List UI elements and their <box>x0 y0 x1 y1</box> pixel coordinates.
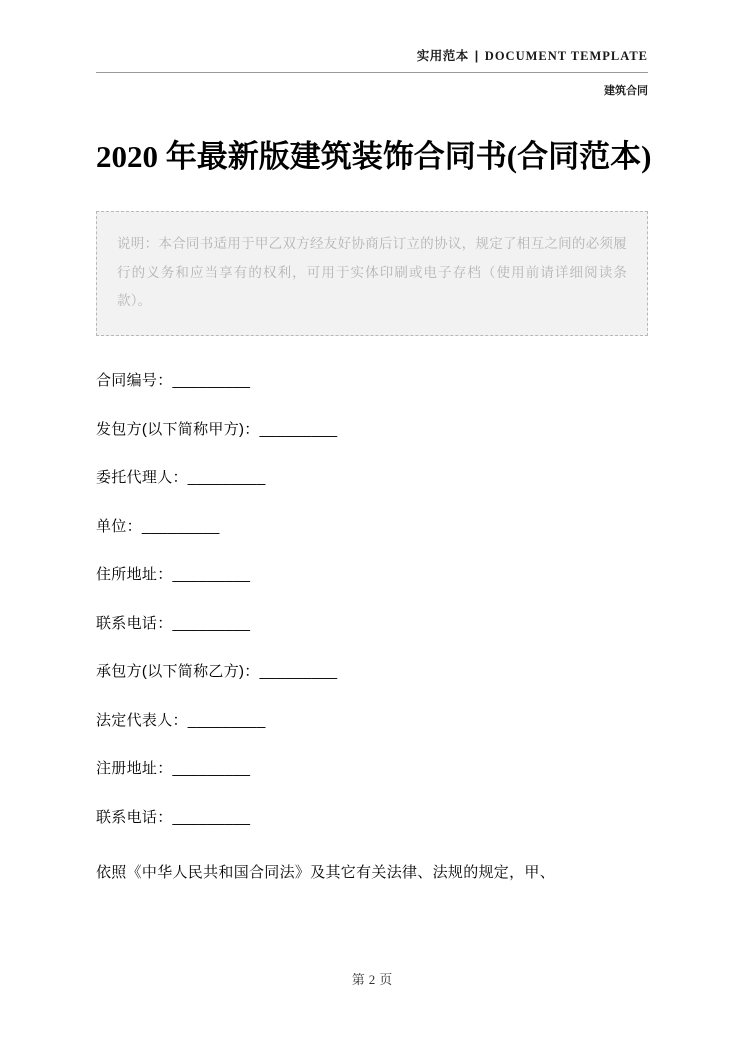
field-address: 住所地址：_________ <box>96 566 251 584</box>
header-divider <box>96 72 648 73</box>
note-box <box>96 211 648 336</box>
page-header <box>96 0 648 98</box>
header-separator: | <box>474 49 479 63</box>
field-legal-representative: 法定代表人：_________ <box>96 711 266 729</box>
note-text: 说明：本合同书适用于甲乙双方经友好协商后订立的协议，规定了相互之间的必须履行的义务和应当享有的权利，可用于实体印刷或电子存档（使用前请详细阅读条款）。 <box>117 236 627 308</box>
field-registered-address: 注册地址：_________ <box>96 760 251 778</box>
page-title: 2020 年最新版建筑装饰合同书(合同范本) <box>96 139 652 174</box>
body-paragraph: 依照《中华人民共和国合同法》及其它有关法律、法规的规定，甲、 <box>96 864 556 882</box>
footer-prefix: 第 <box>351 972 365 987</box>
field-phone-b: 联系电话：_________ <box>96 808 251 826</box>
field-contract-number: 合同编号：_________ <box>96 372 251 390</box>
header-category: 建筑合同 <box>604 85 648 97</box>
header-brand <box>96 46 648 64</box>
field-list <box>96 370 648 829</box>
field-phone-a: 联系电话：_________ <box>96 614 251 632</box>
page-footer <box>0 969 744 988</box>
field-agent: 委托代理人：_________ <box>96 469 266 487</box>
field-party-a: 发包方(以下简称甲方)：_________ <box>96 420 338 438</box>
field-party-b: 承包方(以下简称乙方)：_________ <box>96 663 338 681</box>
footer-page-number: 2 <box>368 972 376 987</box>
header-brand-cn: 实用范本 <box>416 49 469 63</box>
field-unit: 单位：_________ <box>96 517 220 535</box>
footer-suffix: 页 <box>379 972 393 987</box>
header-brand-en: DOCUMENT TEMPLATE <box>484 49 648 63</box>
